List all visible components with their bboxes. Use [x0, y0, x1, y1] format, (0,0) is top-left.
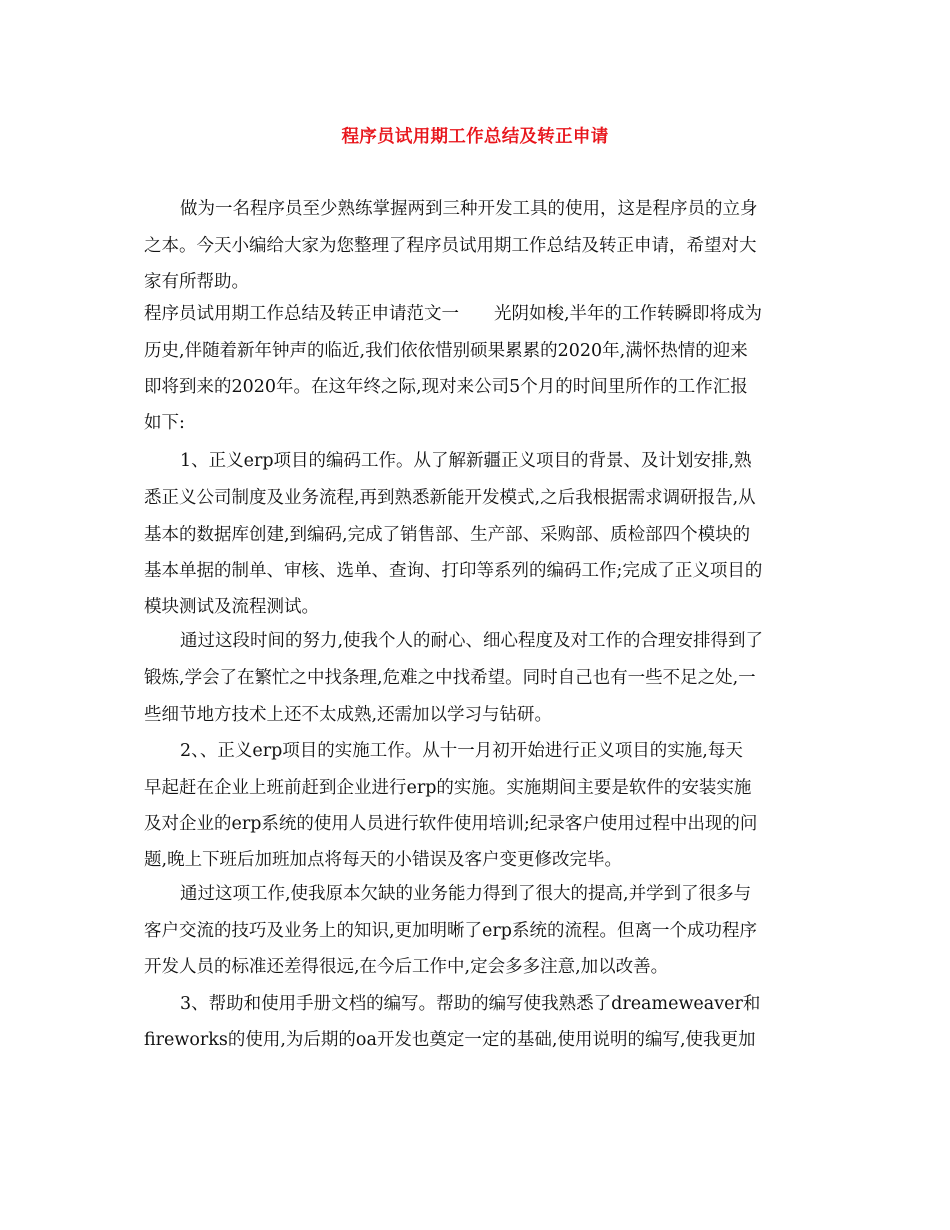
text-line: 锻炼,学会了在繁忙之中找条理,危难之中找希望。同时自己也有一些不足之处,一 [144, 668, 756, 688]
text-line: 题,晚上下班后加班加点将每天的小错误及客户变更修改完毕。 [144, 850, 623, 870]
text-line: 些细节地方技术上还不太成熟,还需加以学习与钻研。 [144, 705, 553, 725]
text-line: 2、、正义erp项目的实施工作。从十一月初开始进行正义项目的实施,每天 [180, 741, 743, 761]
text-line: 客户交流的技巧及业务上的知识,更加明晰了erp系统的流程。但离一个成功程序 [144, 921, 757, 941]
text-line: 家有所帮助。 [144, 272, 249, 292]
text-line: 开发人员的标准还差得很远,在今后工作中,定会多多注意,加以改善。 [144, 957, 669, 977]
text-line: 悉正义公司制度及业务流程,再到熟悉新能开发模式,之后我根据需求调研报告,从 [144, 488, 756, 508]
text-line: 及对企业的erp系统的使用人员进行软件使用培训;纪录客户使用过程中出现的问 [144, 814, 758, 834]
text-line: fireworks的使用,为后期的oa开发也奠定一定的基础,使用说明的编写,使我更加 [144, 1030, 756, 1050]
text-line: 通过这项工作,使我原本欠缺的业务能力得到了很大的提高,并学到了很多与 [180, 884, 752, 904]
text-line: 1、正义erp项目的编码工作。从了解新疆正义项目的背景、及计划安排,熟 [180, 451, 752, 471]
document-title: 程序员试用期工作总结及转正申请 [341, 127, 609, 147]
text-line: 基本的数据库创建,到编码,完成了销售部、生产部、采购部、质检部四个模块的 [144, 525, 751, 545]
text-line: 基本单据的制单、审核、选单、查询、打印等系列的编码工作;完成了正义项目的 [144, 561, 763, 581]
text-line: 之本。今天小编给大家为您整理了程序员试用期工作总结及转正申请，希望对大 [144, 236, 757, 256]
text-line: 历史,伴随着新年钟声的临近,我们依依惜别硕果累累的2020年,满怀热情的迎来 [144, 341, 748, 361]
text-line: 早起赶在企业上班前赶到企业进行erp的实施。实施期间主要是软件的安装实施 [144, 778, 752, 798]
text-line: 通过这段时间的努力,使我个人的耐心、细心程度及对工作的合理安排得到了 [180, 631, 764, 651]
text-line: 模块测试及流程测试。 [144, 597, 319, 617]
text-line: 程序员试用期工作总结及转正申请范文一 光阴如梭,半年的工作转瞬即将成为 [144, 304, 763, 324]
text-line: 做为一名程序员至少熟练掌握两到三种开发工具的使用，这是程序员的立身 [180, 199, 758, 219]
text-line: 即将到来的2020年。在这年终之际,现对来公司5个月的时间里所作的工作汇报 [144, 377, 748, 397]
text-line: 如下: [144, 413, 185, 433]
text-line: 3、帮助和使用手册文档的编写。帮助的编写使我熟悉了dreameweaver和 [180, 994, 761, 1014]
